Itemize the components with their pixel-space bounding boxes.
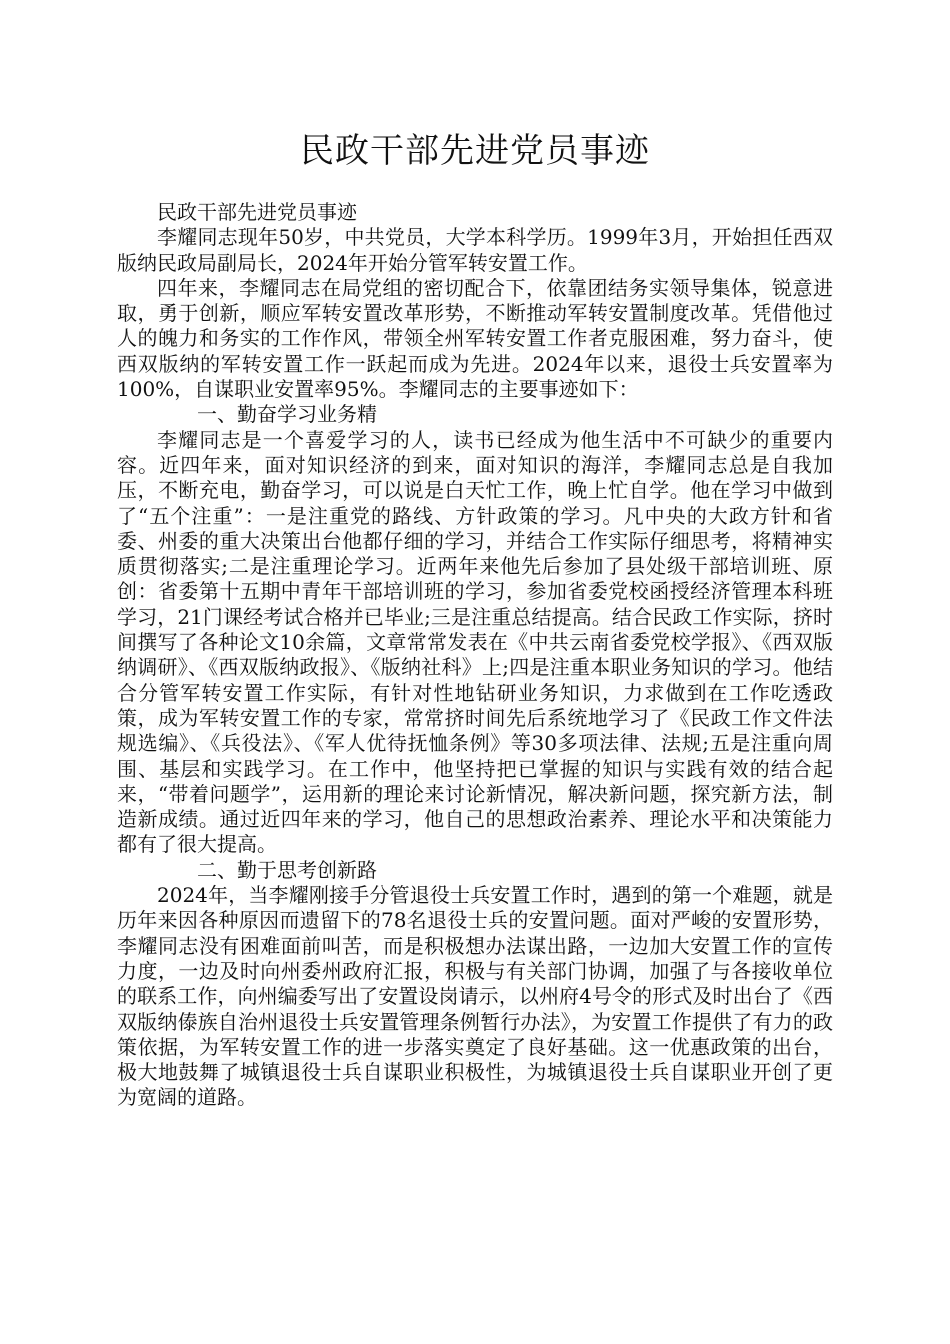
paragraph-study: 李耀同志是一个喜爱学习的人，读书已经成为他生活中不可缺少的重要内容。近四年来，面对知识经济的到来，面对知识的海洋，李耀同志总是自我加压，不断充电，勤奋学习，可以说是白天忙工作，晚上忙自学。他在学习中做到了“五个注重”：一是注重党的路线、方针政策的学习。凡中央的大政方针和省委、州委的重大决策出台他都仔细的学习，并结合工作实际仔细思考，将精神实质贯彻落实;二是注重理论学习。近两年来他先后参加了县处级干部培训班、原创：省委第十五期中青年干部培训班的学习，参加省委党校函授经济管理本科班学习，21门课经考试合格并已毕业;三是注重总结提高。结合民政工作实际，挤时间撰写了各种论文10余篇，文章常常发表在《中共云南省委党校学报》、《西双版纳调研》、《西双版纳政报》、《版纳社科》上;四是注重本职业务知识的学习。他结合分管军转安置工作实际，有针对性地钻研业务知识，力求做到在工作吃透政策，成为军转安置工作的专家，常常挤时间先后系统地学习了《民政工作文件法规选编》、《兵役法》、《军人优待抚恤条例》等30多项法律、法规;五是注重向周围、基层和实践学习。在工作中，他坚持把已掌握的知识与实践有效的结合起来，“带着问题学”，运用新的理论来讨论新情况，解决新问题，探究新方法，制造新成绩。通过近四年来的学习，他自己的思想政治素养、理论水平和决策能力都有了很大提高。 <box>117 427 833 857</box>
section-heading-innovation: 二、勤于思考创新路 <box>197 857 377 882</box>
section-heading-study: 一、勤奋学习业务精 <box>197 402 377 427</box>
paragraph-overview: 四年来，李耀同志在局党组的密切配合下，依靠团结务实领导集体，锐意进取，勇于创新，顺应军转安置改革形势，不断推动军转安置制度改革。凭借他过人的魄力和务实的工作作风，带领全州军转安置工作者克服困难，努力奋斗，使西双版纳的军转安置工作一跃起而成为先进。2024年以来，退役士兵安置率为100%，自谋职业安置率95%。李耀同志的主要事迹如下： <box>117 275 833 402</box>
paragraph-intro: 李耀同志现年50岁，中共党员，大学本科学历。1999年3月，开始担任西双版纳民政局副局长，2024年开始分管军转安置工作。 <box>117 225 833 275</box>
document-title: 民政干部先进党员事迹 <box>300 131 650 171</box>
paragraph-innovation: 2024年，当李耀刚接手分管退役士兵安置工作时，遇到的第一个难题，就是历年来因各种原因而遗留下的78名退役士兵的安置问题。面对严峻的安置形势，李耀同志没有困难面前叫苦，而是积极想办法谋出路，一边加大安置工作的宣传力度，一边及时向州委州政府汇报，积极与有关部门协调，加强了与各接收单位的联系工作，向州编委写出了安置设岗请示，以州府4号令的形式及时出台了《西双版纳傣族自治州退役士兵安置管理条例暂行办法》，为安置工作提供了有力的政策依据，为军转安置工作的进一步落实奠定了良好基础。这一优惠政策的出台，极大地鼓舞了城镇退役士兵自谋职业积极性，为城镇退役士兵自谋职业开创了更为宽阔的道路。 <box>117 883 833 1110</box>
paragraph-heading-repeat: 民政干部先进党员事迹 <box>157 200 357 224</box>
document-body <box>117 200 833 1111</box>
